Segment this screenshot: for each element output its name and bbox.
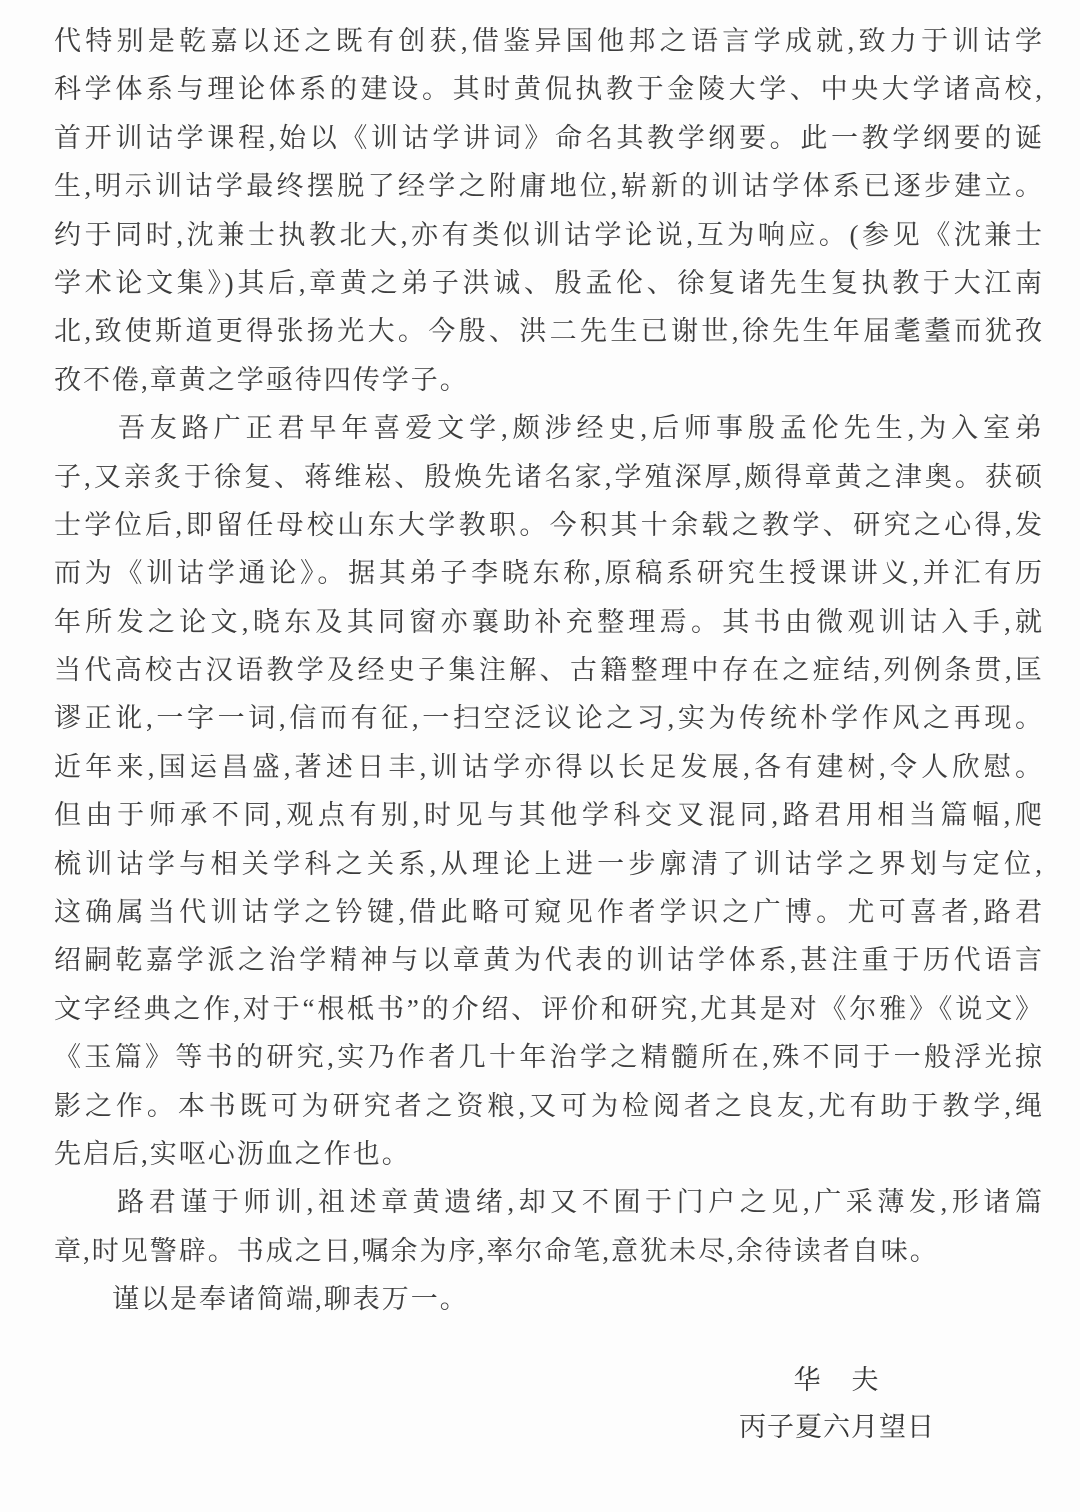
text-line: 子,又亲炙于徐复、蒋维崧、殷焕先诸名家,学殖深厚,颇得章黄之津奥。获硕 xyxy=(54,461,1042,492)
text-line: 首开训诂学课程,始以《训诂学讲词》命名其教学纲要。此一教学纲要的诞 xyxy=(54,122,1042,153)
text-line: 这确属当代训诂学之钤键,借此略可窥见作者学识之广博。尤可喜者,路君 xyxy=(54,897,1042,928)
text-line: 代特别是乾嘉以还之既有创获,借鉴异国他邦之语言学成就,致力于训诂学 xyxy=(54,26,1042,56)
text-line: 吾友路广正君早年喜爱文学,颇涉经史,后师事殷孟伦先生,为入室弟 xyxy=(54,413,1042,444)
text-line: 近年来,国运昌盛,著述日丰,训诂学亦得以长足发展,各有建树,令人欣慰。 xyxy=(54,751,1042,782)
text-line: 而为《训诂学通论》。据其弟子李晓东称,原稿系研究生授课讲义,并汇有历 xyxy=(54,558,1042,589)
paragraph xyxy=(54,1178,1042,1275)
text-line: 先启后,实呕心沥血之作也。 xyxy=(54,1138,411,1169)
text-line: 士学位后,即留任母校山东大学教职。今积其十余载之教学、研究之心得,发 xyxy=(54,509,1042,540)
text-line: 学术论文集》)其后,章黄之弟子洪诚、殷孟伦、徐复诸先生复执教于大江南 xyxy=(54,267,1042,298)
text-line: 孜不倦,章黄之学亟待四传学子。 xyxy=(54,364,469,395)
text-line: 路君谨于师训,祖述章黄遗绪,却又不囿于门户之见,广采薄发,形诸篇 xyxy=(54,1187,1042,1218)
paragraph xyxy=(54,1275,1042,1323)
text-line: 《玉篇》等书的研究,实乃作者几十年治学之精髓所在,殊不同于一般浮光掠 xyxy=(54,1042,1042,1073)
signature-block xyxy=(646,1357,1028,1451)
text-line: 约于同时,沈兼士执教北大,亦有类似训诂学论说,互为响应。(参见《沈兼士 xyxy=(54,219,1042,250)
text-line: 当代高校古汉语教学及经史子集注解、古籍整理中存在之症结,列例条贯,匡 xyxy=(54,655,1042,686)
text-line: 北,致使斯道更得张扬光大。今殷、洪二先生已谢世,徐先生年届耄耋而犹孜 xyxy=(54,316,1042,347)
paragraph xyxy=(54,404,1042,1178)
text-line: 但由于师承不同,观点有别,时见与其他学科交叉混同,路君用相当篇幅,爬 xyxy=(54,800,1042,831)
text-line: 文字经典之作,对于“根柢书”的介绍、评价和研究,尤其是对《尔雅》《说文》 xyxy=(54,993,1042,1024)
text-line: 梳训诂学与相关学科之关系,从理论上进一步廓清了训诂学之界划与定位, xyxy=(54,848,1042,879)
text-line: 科学体系与理论体系的建设。其时黄侃执教于金陵大学、中央大学诸高校, xyxy=(54,74,1042,105)
text-line: 谬正讹,一字一词,信而有征,一扫空泛议论之习,实为传统朴学作风之再现。 xyxy=(54,703,1042,734)
paragraph xyxy=(54,17,1042,404)
text-line: 生,明示训诂学最终摆脱了经学之附庸地位,崭新的训诂学体系已逐步建立。 xyxy=(54,171,1042,202)
date-line: 丙子夏六月望日 xyxy=(739,1412,935,1442)
preface-text xyxy=(54,17,1042,1324)
text-line: 绍嗣乾嘉学派之治学精神与以章黄为代表的训诂学体系,甚注重于历代语言 xyxy=(54,945,1042,976)
text-line: 年所发之论文,晓东及其同窗亦襄助补充整理焉。其书由微观训诂入手,就 xyxy=(54,606,1042,637)
text-line: 章,时见警辟。书成之日,嘱余为序,率尔命笔,意犹未尽,余待读者自味。 xyxy=(54,1235,939,1266)
text-line: 谨以是奉诸简端,聊表万一。 xyxy=(54,1284,469,1315)
author-signature: 华 夫 xyxy=(793,1365,881,1395)
text-line: 影之作。本书既可为研究者之资粮,又可为检阅者之良友,尤有助于教学,绳 xyxy=(54,1090,1042,1121)
